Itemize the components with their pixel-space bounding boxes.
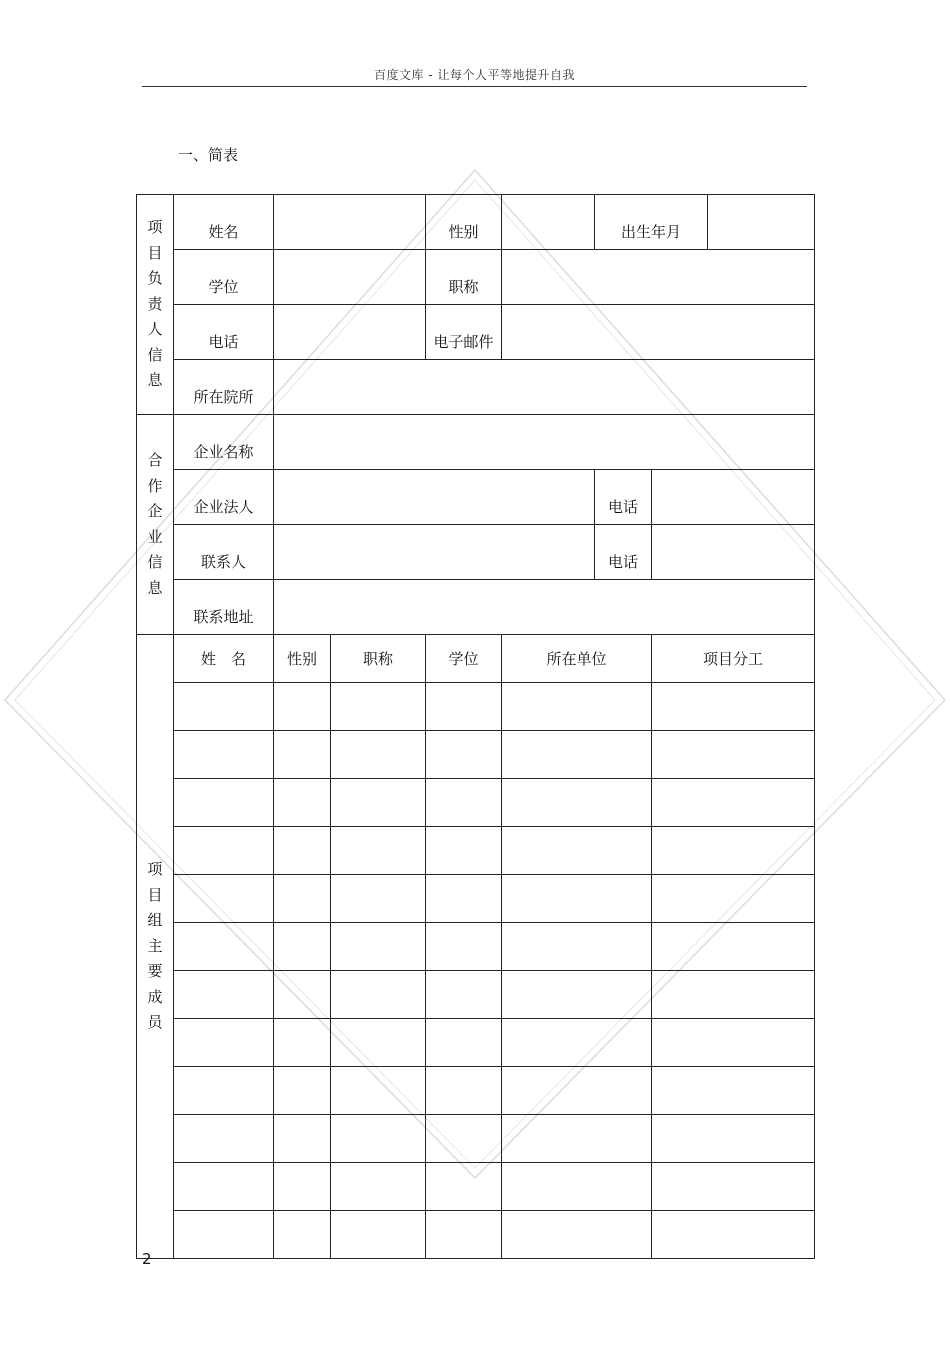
member-gender-cell[interactable] bbox=[274, 1115, 331, 1163]
member-unit-cell[interactable] bbox=[502, 827, 652, 875]
leader-title-field[interactable] bbox=[502, 250, 815, 305]
partner-contact-field[interactable] bbox=[274, 525, 595, 580]
member-degree-cell[interactable] bbox=[426, 875, 502, 923]
member-unit-cell[interactable] bbox=[502, 875, 652, 923]
leader-phone-label: 电话 bbox=[174, 305, 274, 360]
partner-row-3 bbox=[137, 525, 815, 580]
member-row bbox=[137, 827, 815, 875]
member-name-cell[interactable] bbox=[174, 683, 274, 731]
leader-birth-field[interactable] bbox=[708, 195, 815, 250]
member-degree-cell[interactable] bbox=[426, 1163, 502, 1211]
partner-company-field[interactable] bbox=[274, 415, 815, 470]
members-col-unit: 所在单位 bbox=[502, 635, 652, 683]
member-row bbox=[137, 779, 815, 827]
partner-row-2 bbox=[137, 470, 815, 525]
member-row bbox=[137, 683, 815, 731]
leader-degree-field[interactable] bbox=[274, 250, 426, 305]
member-row bbox=[137, 1115, 815, 1163]
member-row bbox=[137, 971, 815, 1019]
member-row bbox=[137, 923, 815, 971]
member-gender-cell[interactable] bbox=[274, 923, 331, 971]
member-row bbox=[137, 1163, 815, 1211]
leader-degree-label: 学位 bbox=[174, 250, 274, 305]
member-row bbox=[137, 1019, 815, 1067]
partner-legal-label: 企业法人 bbox=[174, 470, 274, 525]
summary-form-table bbox=[136, 194, 815, 1259]
leader-title-label: 职称 bbox=[426, 250, 502, 305]
member-role-cell[interactable] bbox=[652, 1211, 815, 1259]
member-row bbox=[137, 731, 815, 779]
members-side-label: 项 目 组 主 要 成 员 bbox=[137, 635, 174, 1259]
member-unit-cell[interactable] bbox=[502, 923, 652, 971]
leader-row-1 bbox=[137, 195, 815, 250]
member-gender-cell[interactable] bbox=[274, 971, 331, 1019]
partner-company-label: 企业名称 bbox=[174, 415, 274, 470]
member-unit-cell[interactable] bbox=[502, 971, 652, 1019]
member-title-cell[interactable] bbox=[331, 1019, 426, 1067]
member-title-cell[interactable] bbox=[331, 923, 426, 971]
member-name-cell[interactable] bbox=[174, 1019, 274, 1067]
leader-row-2 bbox=[137, 250, 815, 305]
member-name-cell[interactable] bbox=[174, 779, 274, 827]
member-title-cell[interactable] bbox=[331, 827, 426, 875]
member-unit-cell[interactable] bbox=[502, 1163, 652, 1211]
partner-side-label: 合 作 企 业 信 息 bbox=[137, 415, 174, 635]
member-title-cell[interactable] bbox=[331, 1067, 426, 1115]
member-degree-cell[interactable] bbox=[426, 1067, 502, 1115]
member-unit-cell[interactable] bbox=[502, 1067, 652, 1115]
member-unit-cell[interactable] bbox=[502, 1115, 652, 1163]
member-role-cell[interactable] bbox=[652, 827, 815, 875]
member-title-cell[interactable] bbox=[331, 1163, 426, 1211]
member-gender-cell[interactable] bbox=[274, 731, 331, 779]
member-name-cell[interactable] bbox=[174, 875, 274, 923]
member-role-cell[interactable] bbox=[652, 1163, 815, 1211]
member-unit-cell[interactable] bbox=[502, 779, 652, 827]
member-title-cell[interactable] bbox=[331, 1115, 426, 1163]
members-col-title: 职称 bbox=[331, 635, 426, 683]
member-unit-cell[interactable] bbox=[502, 731, 652, 779]
leader-gender-label: 性别 bbox=[426, 195, 502, 250]
leader-row-4 bbox=[137, 360, 815, 415]
leader-name-label: 姓名 bbox=[174, 195, 274, 250]
member-title-cell[interactable] bbox=[331, 731, 426, 779]
leader-email-label: 电子邮件 bbox=[426, 305, 502, 360]
leader-email-field[interactable] bbox=[502, 305, 815, 360]
member-gender-cell[interactable] bbox=[274, 683, 331, 731]
leader-gender-field[interactable] bbox=[502, 195, 595, 250]
partner-row-4 bbox=[137, 580, 815, 635]
page-header: 百度文库 - 让每个人平等地提升自我 bbox=[374, 68, 575, 82]
member-role-cell[interactable] bbox=[652, 923, 815, 971]
leader-name-field[interactable] bbox=[274, 195, 426, 250]
members-col-role: 项目分工 bbox=[652, 635, 815, 683]
member-name-cell[interactable] bbox=[174, 1163, 274, 1211]
leader-phone-field[interactable] bbox=[274, 305, 426, 360]
member-title-cell[interactable] bbox=[331, 1211, 426, 1259]
member-gender-cell[interactable] bbox=[274, 1067, 331, 1115]
member-gender-cell[interactable] bbox=[274, 1211, 331, 1259]
leader-row-3 bbox=[137, 305, 815, 360]
member-role-cell[interactable] bbox=[652, 875, 815, 923]
member-role-cell[interactable] bbox=[652, 683, 815, 731]
partner-address-field[interactable] bbox=[274, 580, 815, 635]
member-degree-cell[interactable] bbox=[426, 827, 502, 875]
member-degree-cell[interactable] bbox=[426, 971, 502, 1019]
member-title-cell[interactable] bbox=[331, 683, 426, 731]
partner-legal-phone-label: 电话 bbox=[595, 470, 652, 525]
partner-address-label: 联系地址 bbox=[174, 580, 274, 635]
member-name-cell[interactable] bbox=[174, 1115, 274, 1163]
page-number: 2 bbox=[142, 1250, 152, 1268]
header-rule bbox=[142, 86, 807, 87]
partner-contact-phone-field[interactable] bbox=[652, 525, 815, 580]
members-col-name: 姓 名 bbox=[174, 635, 274, 683]
members-col-degree: 学位 bbox=[426, 635, 502, 683]
member-role-cell[interactable] bbox=[652, 1019, 815, 1067]
partner-contact-label: 联系人 bbox=[174, 525, 274, 580]
member-role-cell[interactable] bbox=[652, 1115, 815, 1163]
member-name-cell[interactable] bbox=[174, 731, 274, 779]
member-unit-cell[interactable] bbox=[502, 683, 652, 731]
member-role-cell[interactable] bbox=[652, 1067, 815, 1115]
member-row bbox=[137, 1211, 815, 1259]
member-degree-cell[interactable] bbox=[426, 1115, 502, 1163]
member-name-cell[interactable] bbox=[174, 1211, 274, 1259]
member-role-cell[interactable] bbox=[652, 731, 815, 779]
member-name-cell[interactable] bbox=[174, 971, 274, 1019]
partner-legal-phone-field[interactable] bbox=[652, 470, 815, 525]
member-degree-cell[interactable] bbox=[426, 1019, 502, 1067]
member-gender-cell[interactable] bbox=[274, 1019, 331, 1067]
member-name-cell[interactable] bbox=[174, 1067, 274, 1115]
partner-row-1 bbox=[137, 415, 815, 470]
member-name-cell[interactable] bbox=[174, 827, 274, 875]
member-gender-cell[interactable] bbox=[274, 875, 331, 923]
member-unit-cell[interactable] bbox=[502, 1211, 652, 1259]
member-gender-cell[interactable] bbox=[274, 1163, 331, 1211]
member-name-cell[interactable] bbox=[174, 923, 274, 971]
partner-contact-phone-label: 电话 bbox=[595, 525, 652, 580]
member-unit-cell[interactable] bbox=[502, 1019, 652, 1067]
leader-institute-label: 所在院所 bbox=[174, 360, 274, 415]
member-degree-cell[interactable] bbox=[426, 1211, 502, 1259]
member-gender-cell[interactable] bbox=[274, 827, 331, 875]
partner-legal-field[interactable] bbox=[274, 470, 595, 525]
leader-institute-field[interactable] bbox=[274, 360, 815, 415]
members-col-gender: 性别 bbox=[274, 635, 331, 683]
member-role-cell[interactable] bbox=[652, 779, 815, 827]
leader-side-label: 项 目 负 责 人 信 息 bbox=[137, 195, 174, 415]
member-title-cell[interactable] bbox=[331, 875, 426, 923]
section-title: 一、简表 bbox=[178, 146, 239, 164]
member-title-cell[interactable] bbox=[331, 971, 426, 1019]
member-degree-cell[interactable] bbox=[426, 731, 502, 779]
member-role-cell[interactable] bbox=[652, 971, 815, 1019]
members-header-row bbox=[137, 635, 815, 683]
member-degree-cell[interactable] bbox=[426, 779, 502, 827]
member-gender-cell[interactable] bbox=[274, 779, 331, 827]
member-degree-cell[interactable] bbox=[426, 923, 502, 971]
member-title-cell[interactable] bbox=[331, 779, 426, 827]
member-degree-cell[interactable] bbox=[426, 683, 502, 731]
leader-birth-label: 出生年月 bbox=[595, 195, 708, 250]
member-row bbox=[137, 1067, 815, 1115]
member-row bbox=[137, 875, 815, 923]
